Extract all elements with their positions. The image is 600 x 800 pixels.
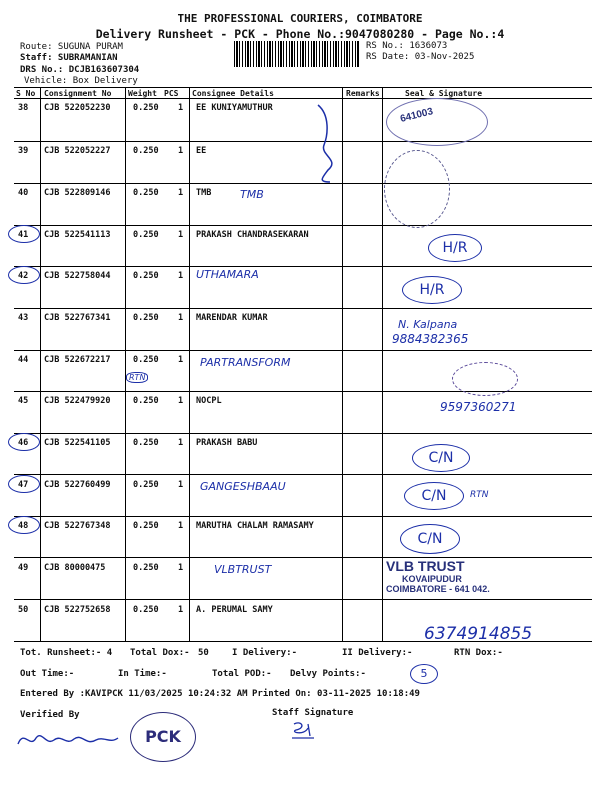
row-pcs: 1 [178, 188, 184, 198]
row-consignment: CJB 522672217 [44, 355, 111, 365]
row-pcs: 1 [178, 355, 184, 365]
col-sno: S No [16, 89, 36, 98]
vlb-stamp-line3: COIMBATORE - 641 042. [386, 584, 490, 594]
row-sno: 42 [18, 271, 29, 281]
handwritten-signature: C/N [412, 444, 470, 472]
row-weight: 0.250 [133, 271, 159, 281]
row-pcs: 1 [178, 103, 184, 113]
row-consignee: EE KUNIYAMUTHUR [196, 103, 273, 113]
row-consignee: MARENDAR KUMAR [196, 313, 268, 323]
col-consignee: Consignee Details [192, 89, 274, 98]
col-pcs: PCS [164, 89, 179, 98]
row-consignment: CJB 80000475 [44, 563, 106, 573]
row-pcs: 1 [178, 271, 184, 281]
row-pcs: 1 [178, 146, 184, 156]
i-delivery: I Delivery:- [232, 648, 298, 658]
row-sno: 38 [18, 103, 29, 113]
row-sno: 41 [18, 230, 29, 240]
rs-date: RS Date: 03-Nov-2025 [366, 52, 475, 62]
entered-by: Entered By :KAVIPCK 11/03/2025 10:24:32 AM [20, 689, 248, 699]
row-sno: 46 [18, 438, 29, 448]
row-sno: 47 [18, 480, 29, 490]
handwritten-phone: 9597360271 [440, 400, 517, 414]
row-rule [14, 557, 592, 558]
printed-on: Printed On: 03-11-2025 10:18:49 [252, 689, 420, 699]
row-weight: 0.250 [133, 188, 159, 198]
row-consignee: PRAKASH BABU [196, 438, 258, 448]
row-consignment: CJB 522752658 [44, 605, 111, 615]
sno-circle-mark [8, 475, 40, 493]
row-consignment: CJB 522541113 [44, 230, 111, 240]
row-sno: 48 [18, 521, 29, 531]
row-rule [14, 266, 592, 267]
row-consignee: EE [196, 146, 207, 156]
row-pcs: 1 [178, 313, 184, 323]
row-consignment: CJB 522758044 [44, 271, 111, 281]
drs-number: DRS No.: DCJB163607304 [20, 65, 140, 75]
company-title: THE PROFESSIONAL COURIERS, COIMBATORE [177, 12, 423, 25]
row-consignment: CJB 522809146 [44, 188, 111, 198]
staff-signature-mark [288, 718, 318, 742]
row-pcs: 1 [178, 438, 184, 448]
sno-circle-mark [8, 433, 40, 451]
rs-number: RS No.: 1636073 [366, 41, 448, 51]
verified-by: Verified By [20, 710, 80, 720]
tot-runsheet: Tot. Runsheet:- 4 [20, 648, 113, 658]
round-stamp-text: 641003 [399, 106, 435, 125]
row-consignment: CJB 522767341 [44, 313, 111, 323]
vlb-stamp-line2: KOVAIPUDUR [402, 574, 462, 584]
row-weight: 0.250 [133, 605, 159, 615]
handwritten-phone: 9884382365 [392, 332, 469, 346]
row-consignee: MARUTHA CHALAM RAMASAMY [196, 521, 314, 531]
rtn-dox: RTN Dox:- [454, 648, 503, 658]
sno-circle-mark [8, 266, 40, 284]
round-stamp [386, 98, 488, 146]
row-rule [14, 225, 592, 226]
handwritten-remark: RTN [470, 490, 489, 500]
out-time: Out Time:- [20, 669, 75, 679]
pck-seal: PCK [130, 712, 196, 762]
handwritten-signature: C/N [404, 482, 464, 510]
in-time: In Time:- [118, 669, 167, 679]
row-weight: 0.250 [133, 146, 159, 156]
seal-stamp [384, 150, 450, 228]
row-consignment: CJB 522541105 [44, 438, 111, 448]
col-divider [382, 87, 383, 642]
staff: Staff: SUBRAMANIAN [20, 53, 118, 63]
row-rule [14, 433, 592, 434]
handwritten-signature: H/R [402, 276, 462, 304]
row-consignment: CJB 522760499 [44, 480, 111, 490]
barcode [234, 41, 360, 67]
handwritten-remark: RTN [126, 372, 148, 383]
row-consignment: CJB 522052227 [44, 146, 111, 156]
row-rule [14, 474, 592, 475]
row-sno: 49 [18, 563, 29, 573]
row-rule [14, 516, 592, 517]
row-pcs: 1 [178, 480, 184, 490]
sno-circle-mark [8, 225, 40, 243]
col-divider [40, 87, 41, 642]
delvy-points: Delvy Points:- [290, 669, 366, 679]
row-sno: 43 [18, 313, 29, 323]
row-consignee: A. PERUMAL SAMY [196, 605, 273, 615]
handwritten-phone: 6374914855 [424, 624, 533, 644]
total-pod: Total POD:- [212, 669, 272, 679]
row-pcs: 1 [178, 605, 184, 615]
handwritten-name: UTHAMARA [196, 268, 259, 281]
handwritten-name: TMB [240, 188, 264, 201]
row-sno: 44 [18, 355, 29, 365]
row-weight: 0.250 [133, 438, 159, 448]
vlb-stamp-line1: VLB TRUST [386, 558, 465, 574]
row-consignment: CJB 522767348 [44, 521, 111, 531]
col-weight: Weight [128, 89, 157, 98]
verified-signature [14, 724, 124, 754]
col-consignment: Consignment No [44, 89, 112, 98]
col-divider [189, 87, 190, 642]
handwritten-name: GANGESHBAAU [200, 480, 286, 493]
row-sno: 45 [18, 396, 29, 406]
row-consignee: NOCPL [196, 396, 222, 406]
row-rule [14, 350, 592, 351]
row-pcs: 1 [178, 396, 184, 406]
row-weight: 0.250 [133, 480, 159, 490]
col-seal: Seal & Signature [405, 89, 483, 98]
row-consignee: PRAKASH CHANDRASEKARAN [196, 230, 309, 240]
row-weight: 0.250 [133, 355, 159, 365]
route: Route: SUGUNA PURAM [20, 42, 123, 52]
staff-signature: Staff Signature [272, 708, 354, 718]
seal-stamp [452, 362, 518, 396]
vehicle: Vehicle: Box Delivery [24, 76, 138, 86]
row-weight: 0.250 [133, 230, 159, 240]
row-weight: 0.250 [133, 313, 159, 323]
handwritten-name: PARTRANSFORM [200, 356, 291, 369]
ii-delivery: II Delivery:- [342, 648, 413, 658]
handwritten-signature: H/R [428, 234, 482, 262]
row-consignment: CJB 522052230 [44, 103, 111, 113]
row-rule [14, 599, 592, 600]
row-weight: 0.250 [133, 521, 159, 531]
row-consignee: TMB [196, 188, 212, 198]
row-sno: 40 [18, 188, 29, 198]
brace-mark [300, 100, 350, 185]
total-dox-label: Total Dox:- [130, 648, 190, 658]
row-sno: 39 [18, 146, 29, 156]
handwritten-count: 5 [410, 664, 438, 684]
row-weight: 0.250 [133, 103, 159, 113]
row-rule [14, 308, 592, 309]
sno-circle-mark [8, 516, 40, 534]
handwritten-name: N. Kalpana [398, 318, 458, 331]
col-remarks: Remarks [346, 89, 380, 98]
row-pcs: 1 [178, 230, 184, 240]
row-pcs: 1 [178, 521, 184, 531]
handwritten-signature: C/N [400, 524, 460, 554]
header-top-rule [14, 87, 592, 88]
row-weight: 0.250 [133, 396, 159, 406]
total-dox-value: 50 [198, 648, 209, 658]
row-pcs: 1 [178, 563, 184, 573]
row-consignment: CJB 522479920 [44, 396, 111, 406]
row-weight: 0.250 [133, 563, 159, 573]
header-bottom-rule [14, 98, 592, 99]
handwritten-name: VLBTRUST [214, 563, 272, 576]
runsheet-subtitle: Delivery Runsheet - PCK - Phone No.:9047080280 - Page No.:4 [95, 27, 505, 41]
col-divider [125, 87, 126, 642]
row-sno: 50 [18, 605, 29, 615]
